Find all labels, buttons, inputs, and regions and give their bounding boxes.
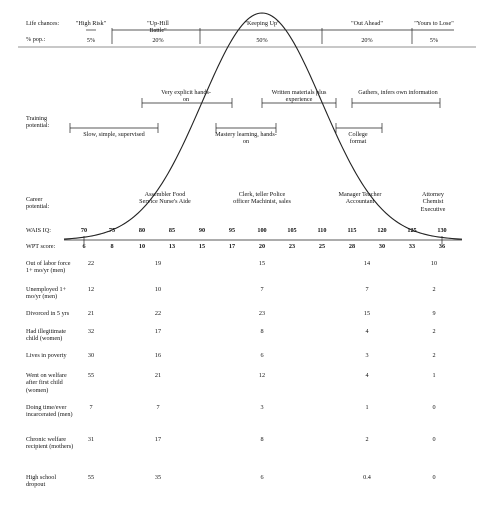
row-value: 9 — [432, 310, 436, 317]
row-value: 30 — [87, 352, 95, 359]
row-value: 2 — [365, 436, 369, 443]
wpt-tick-label: 30 — [378, 243, 386, 250]
row-label: High school dropout — [26, 474, 57, 489]
wpt-tick-label: 33 — [408, 243, 416, 250]
group-pct: 50% — [256, 37, 268, 44]
wpt-tick-label: 23 — [288, 243, 296, 250]
row-label: Lives in poverty — [26, 352, 67, 359]
row-value: 35 — [154, 474, 162, 481]
row-value: 55 — [87, 372, 95, 379]
career-item: Assembler Food Service Nurse's Aide — [139, 191, 191, 206]
life-chances-label: Life chances: — [26, 20, 60, 27]
row-value: 0 — [432, 436, 436, 443]
row-value: 7 — [89, 404, 93, 411]
group-pct: 20% — [361, 37, 373, 44]
wpt-tick-label: 20 — [258, 243, 266, 250]
training-item: Mastery learning, hands-on — [215, 131, 277, 146]
wpt-tick-label: 8 — [110, 243, 114, 250]
row-value: 1 — [365, 404, 369, 411]
wpt-tick-label: 28 — [348, 243, 356, 250]
wais-tick-label: 70 — [80, 227, 88, 234]
row-value: 2 — [432, 352, 436, 359]
career-label: Career potential: — [26, 196, 50, 211]
row-value: 4 — [365, 372, 369, 379]
row-value: 1 — [432, 372, 436, 379]
group-name: "Yours to Lose" — [414, 20, 454, 27]
wais-tick-label: 90 — [198, 227, 206, 234]
group-pct: 20% — [152, 37, 164, 44]
group-pct: 5% — [429, 37, 439, 44]
row-value: 6 — [260, 474, 264, 481]
row-value: 3 — [365, 352, 369, 359]
wpt-tick-label: 36 — [438, 243, 446, 250]
career-item: Manager Teacher Accountant — [338, 191, 382, 206]
row-value: 10 — [430, 260, 438, 267]
training-item: Written materials plus experience — [271, 89, 327, 104]
career-item: Attorney Chemist Executive — [420, 191, 446, 213]
row-value: 19 — [154, 260, 162, 267]
wpt-tick-label: 6 — [82, 243, 86, 250]
row-value: 17 — [154, 436, 162, 443]
wais-tick-label: 95 — [228, 227, 236, 234]
row-value: 6 — [260, 352, 264, 359]
wais-label: WAIS IQ: — [26, 227, 51, 234]
row-value: 7 — [365, 286, 369, 293]
row-label: Went on welfare after first child (women) — [26, 372, 67, 394]
row-value: 12 — [258, 372, 266, 379]
wpt-tick-label: 17 — [228, 243, 236, 250]
training-item: Slow, simple, supervised — [83, 131, 145, 138]
wpt-label: WPT score: — [26, 243, 56, 250]
row-value: 17 — [154, 328, 162, 335]
wais-tick-label: 80 — [138, 227, 146, 234]
row-value: 2 — [432, 286, 436, 293]
row-label: Doing time/ever incarcerated (men) — [26, 404, 73, 419]
row-value: 4 — [365, 328, 369, 335]
row-value: 21 — [87, 310, 95, 317]
pop-label: % pop.: — [26, 36, 46, 43]
training-label: Training potential: — [26, 115, 50, 130]
row-label: Divorced in 5 yrs — [26, 310, 70, 317]
training-item: Very explicit hands-on — [161, 89, 211, 104]
wais-tick-label: 75 — [108, 227, 116, 234]
wais-tick-label: 125 — [407, 227, 417, 234]
row-value: 0 — [432, 404, 436, 411]
group-name: "Keeping Up" — [244, 20, 280, 27]
row-value: 14 — [363, 260, 371, 267]
row-value: 32 — [87, 328, 95, 335]
group-name: "Up-Hill Battle" — [147, 20, 169, 35]
group-pct: 5% — [86, 37, 96, 44]
row-label: Chronic welfare recipient (mothers) — [26, 436, 74, 451]
row-value: 55 — [87, 474, 95, 481]
row-value: 22 — [154, 310, 162, 317]
row-label: Unemployed 1+ mo/yr (men) — [26, 286, 67, 301]
wpt-tick-label: 10 — [138, 243, 146, 250]
row-value: 0 — [432, 474, 436, 481]
row-value: 0.4 — [363, 474, 371, 481]
row-label: Out of labor force 1+ mo/yr (men) — [26, 260, 71, 275]
row-value: 7 — [260, 286, 264, 293]
row-value: 8 — [260, 436, 264, 443]
row-value: 15 — [363, 310, 371, 317]
wpt-tick-label: 13 — [168, 243, 176, 250]
training-item: College format — [348, 131, 368, 146]
row-label: Had illegitimate child (women) — [26, 328, 67, 343]
wais-tick-label: 105 — [287, 227, 297, 234]
row-value: 22 — [87, 260, 95, 267]
wais-tick-label: 100 — [257, 227, 267, 234]
wais-tick-label: 130 — [437, 227, 447, 234]
row-value: 2 — [432, 328, 436, 335]
row-value: 21 — [154, 372, 162, 379]
wais-tick-label: 110 — [317, 227, 327, 234]
group-name: "Out Ahead" — [351, 20, 383, 27]
row-value: 16 — [154, 352, 162, 359]
career-item: Clerk, teller Police officer Machinist, sales — [233, 191, 291, 206]
row-value: 7 — [156, 404, 160, 411]
wais-tick-label: 120 — [377, 227, 387, 234]
row-value: 15 — [258, 260, 266, 267]
row-value: 10 — [154, 286, 162, 293]
row-value: 23 — [258, 310, 266, 317]
wais-tick-label: 115 — [347, 227, 357, 234]
row-value: 8 — [260, 328, 264, 335]
row-value: 12 — [87, 286, 95, 293]
row-value: 3 — [260, 404, 264, 411]
training-item: Gathers, infers own information — [358, 89, 438, 96]
wpt-tick-label: 25 — [318, 243, 326, 250]
group-name: "High Risk" — [75, 20, 107, 27]
wais-tick-label: 85 — [168, 227, 176, 234]
row-value: 31 — [87, 436, 95, 443]
wpt-tick-label: 15 — [198, 243, 206, 250]
